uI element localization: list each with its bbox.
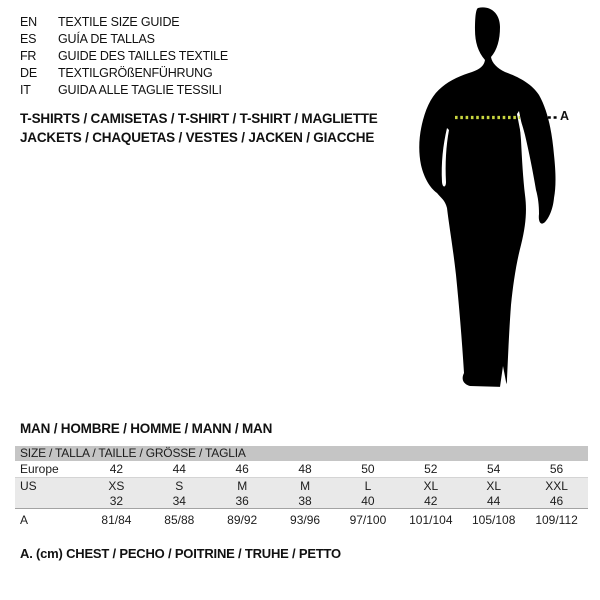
row-label: Europe: [20, 462, 59, 476]
size-cell: 42: [424, 493, 438, 508]
table-row-us-numeric: [15, 493, 588, 508]
row-label: A: [20, 513, 29, 527]
size-cell: 81/84: [101, 513, 132, 527]
row-label: US: [20, 478, 37, 493]
size-cell: 36: [235, 493, 249, 508]
size-cell: 52: [424, 462, 438, 476]
language-list: [20, 14, 228, 99]
language-code: EN: [20, 15, 37, 29]
size-cell: 109/112: [535, 513, 578, 527]
size-cell: XXL: [545, 478, 568, 493]
language-label: GUIDA ALLE TAGLIE TESSILI: [58, 83, 222, 97]
language-label: GUIDE DES TAILLES TEXTILE: [58, 49, 229, 63]
size-table: [15, 446, 588, 531]
table-zebra-band: [15, 477, 588, 509]
size-cell: 34: [172, 493, 186, 508]
measure-label-a: A: [560, 109, 570, 123]
size-cell: L: [364, 478, 372, 493]
language-code: FR: [20, 49, 37, 63]
language-code: IT: [20, 83, 31, 97]
size-cell: XL: [423, 478, 439, 493]
size-cell: 42: [109, 462, 124, 476]
size-table-header: SIZE / TALLA / TAILLE / GRÖSSE / TAGLIA: [15, 446, 588, 461]
size-cell: 97/100: [349, 513, 387, 527]
size-cell: 40: [361, 493, 375, 508]
size-cell: 44: [487, 493, 501, 508]
size-cell: S: [175, 478, 184, 493]
size-cell: 56: [549, 462, 564, 476]
size-cell: XL: [486, 478, 502, 493]
language-row-it: [20, 82, 228, 99]
language-row-de: [20, 65, 228, 82]
size-cell: M: [300, 478, 311, 493]
language-label: TEXTILGRÖßENFÜHRUNG: [58, 66, 213, 80]
size-cell: 85/88: [164, 513, 195, 527]
category-line-jackets: JACKETS / CHAQUETAS / VESTES / JACKEN / GIACCHE: [20, 129, 375, 145]
man-silhouette-figure: [400, 0, 600, 400]
size-cell: XS: [108, 478, 125, 493]
size-cell: 89/92: [227, 513, 258, 527]
category-headings: [20, 110, 378, 147]
table-row-chest-a: [15, 509, 588, 531]
language-label: TEXTILE SIZE GUIDE: [58, 15, 180, 29]
size-cell: 54: [487, 462, 501, 476]
section-title-man: MAN / HOMBRE / HOMME / MANN / MAN: [20, 421, 273, 436]
language-row-fr: [20, 48, 228, 65]
size-cell: 46: [549, 493, 564, 508]
size-cell: 50: [361, 462, 375, 476]
language-row-en: [20, 14, 228, 31]
language-code: DE: [20, 66, 37, 80]
language-label: GUÍA DE TALLAS: [58, 32, 155, 46]
category-line-tshirts: T-SHIRTS / CAMISETAS / T-SHIRT / T-SHIRT / MAGLIETTE: [20, 111, 378, 126]
size-cell: 105/108: [471, 513, 516, 527]
size-cell: 38: [298, 493, 312, 508]
size-cell: M: [237, 478, 248, 493]
size-cell: 32: [109, 493, 124, 508]
size-cell: 48: [298, 462, 312, 476]
language-code: ES: [20, 32, 37, 46]
size-cell: 93/96: [290, 513, 321, 527]
table-row-us: [15, 478, 588, 493]
measurement-footnote: A. (cm) CHEST / PECHO / POITRINE / TRUHE / PETTO: [20, 546, 341, 561]
size-cell: 101/104: [409, 513, 453, 527]
size-cell: 46: [235, 462, 249, 476]
table-row-europe: [15, 461, 588, 477]
language-row-es: [20, 31, 228, 48]
size-cell: 44: [172, 462, 186, 476]
